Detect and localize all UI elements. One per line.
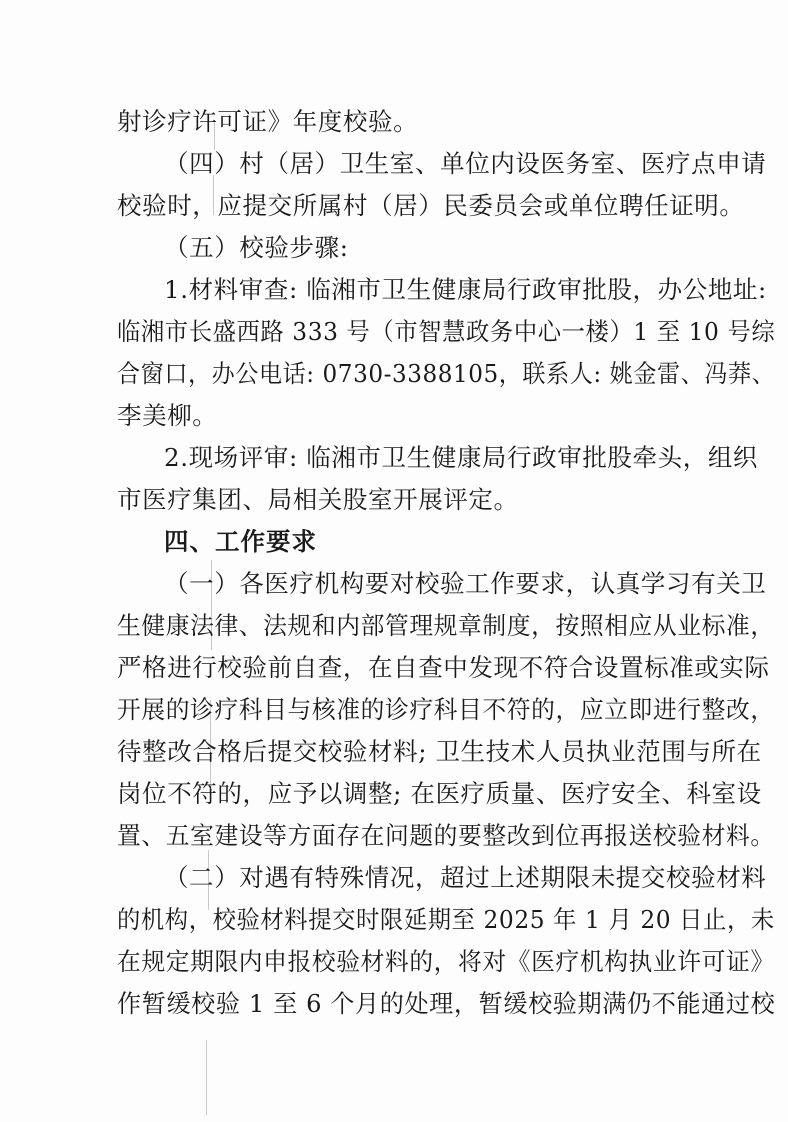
section-heading: 四、工作要求: [164, 527, 317, 556]
body-text-line: 生健康法律、法规和内部管理规章制度，按照相应从业标准，: [117, 611, 775, 640]
body-text-line: 在规定期限内申报校验材料的，将对《医疗机构执业许可证》: [117, 947, 775, 976]
scan-artifact-line: [206, 1040, 207, 1115]
body-text-line: （四）村（居）卫生室、单位内设医务室、医疗点申请: [164, 149, 767, 178]
body-text-line: 严格进行校验前自查，在自查中发现不符合设置标准或实际: [117, 653, 770, 682]
body-text-line: 临湘市长盛西路 333 号（市智慧政务中心一楼）1 至 10 号综: [117, 317, 776, 346]
body-text-line: 射诊疗许可证》年度校验。: [117, 107, 419, 136]
body-text-line: 合窗口，办公电话: 0730-3388105，联系人: 姚金雷、冯莽、: [117, 359, 776, 388]
body-text-line: （五）校验步骤:: [164, 233, 349, 262]
body-text-line: （一）各医疗机构要对校验工作要求，认真学习有关卫: [164, 569, 767, 598]
body-text-line: 的机构，校验材料提交时限延期至 2025 年 1 月 20 日止，未: [117, 905, 775, 934]
body-text-line: 校验时，应提交所属村（居）民委员会或单位聘任证明。: [117, 191, 745, 220]
body-text-line: 作暂缓校验 1 至 6 个月的处理，暂缓校验期满仍不能通过校: [117, 989, 776, 1018]
body-text-line: 市医疗集团、局相关股室开展评定。: [117, 485, 519, 514]
body-text-line: 2.现场评审: 临湘市卫生健康局行政审批股牵头，组织: [164, 443, 759, 472]
body-text-line: 李美柳。: [117, 401, 218, 430]
body-text-line: 1.材料审查: 临湘市卫生健康局行政审批股，办公地址:: [164, 275, 767, 304]
body-text-line: （二）对遇有特殊情况，超过上述期限未提交校验材料: [164, 863, 767, 892]
body-text-line: 待整改合格后提交校验材料; 卫生技术人员执业范围与所在: [117, 737, 762, 766]
body-text-line: 置、五室建设等方面存在问题的要整改到位再报送校验材料。: [117, 821, 775, 850]
body-text-line: 岗位不符的，应予以调整; 在医疗质量、医疗安全、科室设: [117, 779, 762, 808]
body-text-line: 开展的诊疗科目与核准的诊疗科目不符的，应立即进行整改，: [117, 695, 775, 724]
